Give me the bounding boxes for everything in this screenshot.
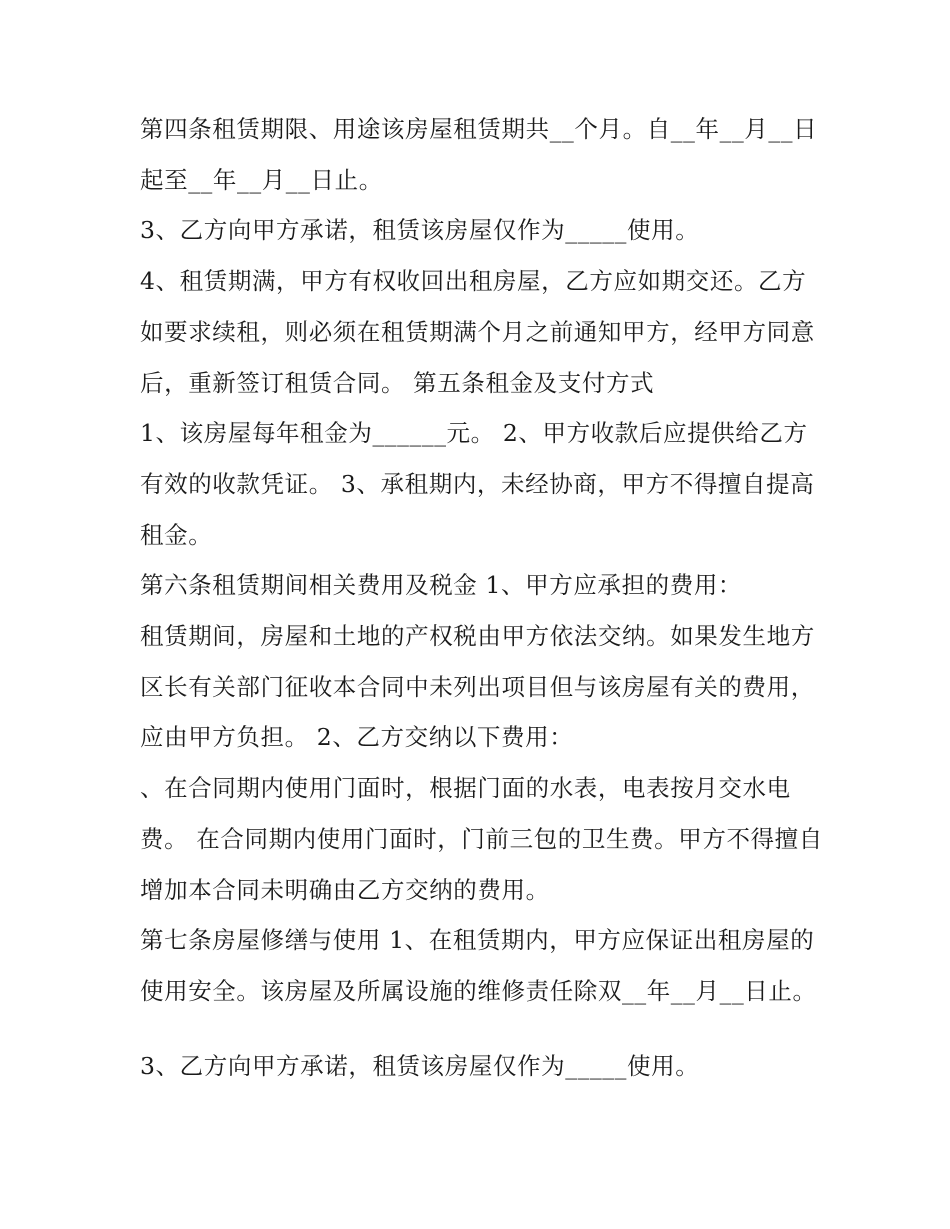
paragraph-repairs: 第七条房屋修缮与使用 1、在租赁期内，甲方应保证出租房屋的使用安全。该房屋及所属设施的维修责任除双__年__月__日止。 xyxy=(140,926,817,1005)
paragraph-usage-promise: 3、乙方向甲方承诺，租赁该房屋仅作为_____使用。 xyxy=(140,216,700,245)
paragraph-fees-heading: 第六条租赁期间相关费用及税金 1、甲方应承担的费用： xyxy=(140,571,743,600)
document-body xyxy=(140,104,830,1091)
paragraph-tenant-fees: 、在合同期内使用门面时，根据门面的水表，电表按月交水电费。 在合同期内使用门面时，门前三包的卫生费。甲方不得擅自增加本合同未明确由乙方交纳的费用。 xyxy=(140,774,823,904)
paragraph-landlord-fees: 租赁期间，房屋和土地的产权税由甲方依法交纳。如果发生地方区长有关部门征收本合同中未列出项目但与该房屋有关的费用，应由甲方负担。 2、乙方交纳以下费用： xyxy=(140,622,815,752)
paragraph-lease-expiry: 4、租赁期满，甲方有权收回出租房屋，乙方应如期交还。乙方如要求续租，则必须在租赁期满个月之前通知甲方，经甲方同意后，重新签订租赁合同。 第五条租金及支付方式 xyxy=(140,267,815,397)
paragraph-rent-payment: 1、该房屋每年租金为______元。 2、甲方收款后应提供给乙方有效的收款凭证。 3、承租期内，未经协商，甲方不得擅自提高租金。 xyxy=(140,419,815,549)
paragraph-usage-promise-repeat: 3、乙方向甲方承诺，租赁该房屋仅作为_____使用。 xyxy=(140,1051,700,1080)
paragraph-lease-term: 第四条租赁期限、用途该房屋租赁期共__个月。自__年__月__日起至__年__月__日止。 xyxy=(140,115,818,194)
